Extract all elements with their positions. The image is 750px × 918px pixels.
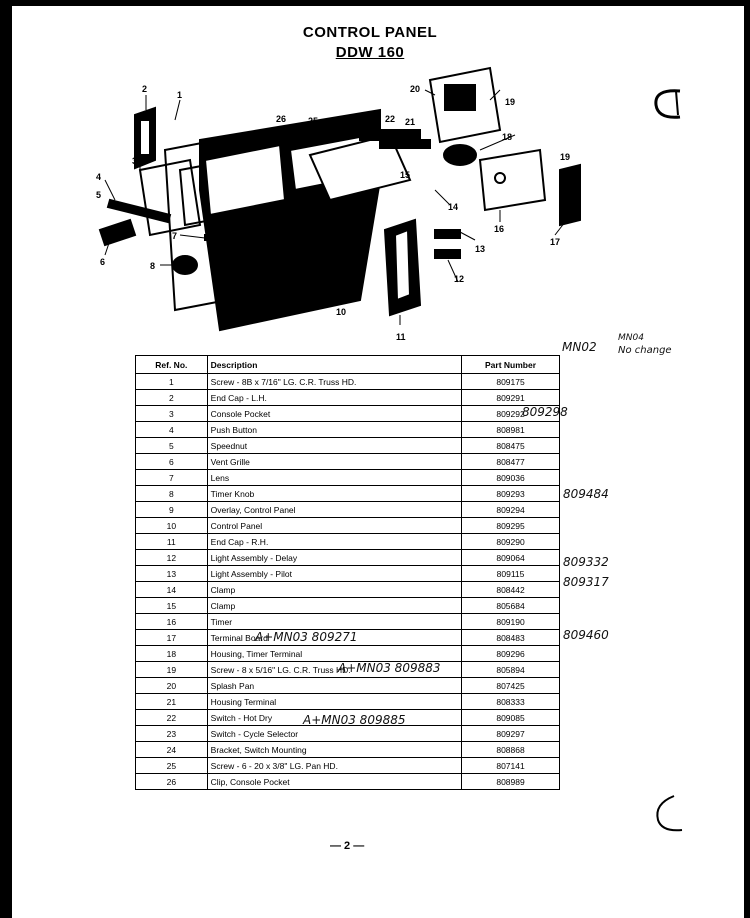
callout-11: 11 <box>396 332 406 342</box>
description-cell: Housing, Timer Terminal <box>207 646 461 662</box>
table-row <box>136 438 560 454</box>
exploded-parts-diagram <box>80 60 640 350</box>
part-number-cell: 808475 <box>462 438 560 454</box>
ref-cell: 24 <box>136 742 208 758</box>
callout-5: 5 <box>96 190 102 200</box>
page-title: CONTROL PANEL <box>302 24 438 41</box>
description-cell: Screw - 8 x 5/16" LG. C.R. Truss HD. <box>207 662 461 678</box>
description-cell: Overlay, Control Panel <box>207 502 461 518</box>
table-row <box>136 758 560 774</box>
ref-cell: 25 <box>136 758 208 774</box>
part-number-cell: 809115 <box>462 566 560 582</box>
description-cell: Clip, Console Pocket <box>207 774 461 790</box>
part-number-cell: 808868 <box>462 742 560 758</box>
ref-cell: 6 <box>136 454 208 470</box>
callout-1: 1 <box>177 90 183 100</box>
callout-16: 16 <box>494 224 505 234</box>
callout-10: 10 <box>336 307 347 317</box>
page-number: — 2 — <box>330 840 365 852</box>
table-row <box>136 550 560 566</box>
table-row <box>136 454 560 470</box>
callout-20: 20 <box>410 84 421 94</box>
description-cell: Screw - 8B x 7/16" LG. C.R. Truss HD. <box>207 374 461 390</box>
table-row <box>136 422 560 438</box>
callout-3: 3 <box>132 156 138 166</box>
description-cell: Clamp <box>207 598 461 614</box>
part-number-cell: 809297 <box>462 726 560 742</box>
description-cell: Control Panel <box>207 518 461 534</box>
handwritten-row16-part: 809460 <box>563 628 609 642</box>
ref-cell: 9 <box>136 502 208 518</box>
ref-cell: 17 <box>136 630 208 646</box>
part-number-cell: 805684 <box>462 598 560 614</box>
description-cell: Clamp <box>207 582 461 598</box>
description-cell: End Cap - R.H. <box>207 534 461 550</box>
table-row <box>136 470 560 486</box>
ref-cell: 14 <box>136 582 208 598</box>
part-number-cell: 809190 <box>462 614 560 630</box>
description-cell: Light Assembly - Delay <box>207 550 461 566</box>
table-row <box>136 518 560 534</box>
scan-border-left <box>0 0 12 918</box>
description-cell: Screw - 6 - 20 x 3/8" LG. Pan HD. <box>207 758 461 774</box>
ref-cell: 12 <box>136 550 208 566</box>
callout-17: 17 <box>550 237 561 247</box>
callout-14: 14 <box>448 202 459 212</box>
ref-cell: 21 <box>136 694 208 710</box>
callout-4: 4 <box>96 172 102 182</box>
description-cell: Lens <box>207 470 461 486</box>
table-row <box>136 742 560 758</box>
ref-cell: 2 <box>136 390 208 406</box>
table-row <box>136 566 560 582</box>
ref-cell: 15 <box>136 598 208 614</box>
table-row <box>136 678 560 694</box>
callout-19: 19 <box>560 152 571 162</box>
table-row <box>136 390 560 406</box>
col-part-number: Part Number <box>462 356 560 374</box>
table-row <box>136 614 560 630</box>
handwritten-row3-part: 809298 <box>522 405 568 419</box>
col-ref-no: Ref. No. <box>136 356 208 374</box>
col-description: Description <box>207 356 461 374</box>
ref-cell: 8 <box>136 486 208 502</box>
table-row <box>136 726 560 742</box>
table-row <box>136 406 560 422</box>
callout-19b: 19 <box>505 97 516 107</box>
callout-22: 22 <box>385 114 396 124</box>
ref-cell: 13 <box>136 566 208 582</box>
table-row <box>136 486 560 502</box>
ref-cell: 20 <box>136 678 208 694</box>
handwritten-row21-inline: A+MN03 809885 <box>303 713 406 727</box>
part-number-cell: 808483 <box>462 630 560 646</box>
part-number-cell: 809290 <box>462 534 560 550</box>
model-number: DDW 160 <box>335 44 405 61</box>
part-number-cell: 808333 <box>462 694 560 710</box>
table-row <box>136 374 560 390</box>
description-cell: Switch - Hot Dry <box>207 710 461 726</box>
table-row <box>136 646 560 662</box>
scan-border-top <box>0 0 750 6</box>
part-number-cell: 809295 <box>462 518 560 534</box>
description-cell: Light Assembly - Pilot <box>207 566 461 582</box>
handwritten-row16-inline: A+MN03 809271 <box>255 630 358 644</box>
ref-cell: 5 <box>136 438 208 454</box>
parts-table-body <box>136 374 560 790</box>
description-cell: Splash Pan <box>207 678 461 694</box>
description-cell: Push Button <box>207 422 461 438</box>
description-cell: Console Pocket <box>207 406 461 422</box>
ref-cell: 3 <box>136 406 208 422</box>
handwritten-note-mn02: MN02 <box>562 340 597 354</box>
part-number-cell: 809064 <box>462 550 560 566</box>
ref-cell: 4 <box>136 422 208 438</box>
part-number-cell: 808442 <box>462 582 560 598</box>
description-cell: End Cap - L.H. <box>207 390 461 406</box>
ref-cell: 19 <box>136 662 208 678</box>
callout-23: 23 <box>362 112 373 122</box>
callout-6: 6 <box>100 257 106 267</box>
description-cell: Bracket, Switch Mounting <box>207 742 461 758</box>
part-number-cell: 809291 <box>462 390 560 406</box>
callout-25: 25 <box>308 116 319 126</box>
handwritten-row13-part: 809317 <box>563 575 609 589</box>
table-row <box>136 502 560 518</box>
handwritten-note-mn04: MN04 <box>618 333 644 343</box>
part-number-cell: 807425 <box>462 678 560 694</box>
description-cell: Speednut <box>207 438 461 454</box>
handwritten-note-no-change: No change <box>618 345 672 356</box>
callout-9: 9 <box>262 290 268 300</box>
callout-7: 7 <box>172 231 178 241</box>
part-number-cell: 809296 <box>462 646 560 662</box>
description-cell: Terminal Board <box>207 630 461 646</box>
part-number-cell: 808981 <box>462 422 560 438</box>
callout-21: 21 <box>405 117 416 127</box>
callout-26: 26 <box>276 114 287 124</box>
part-number-cell: 809294 <box>462 502 560 518</box>
handwritten-bracket-bottom <box>648 790 688 840</box>
table-row <box>136 694 560 710</box>
table-row <box>136 582 560 598</box>
description-cell: Housing Terminal <box>207 694 461 710</box>
ref-cell: 18 <box>136 646 208 662</box>
callout-18: 18 <box>502 132 513 142</box>
callout-13: 13 <box>475 244 486 254</box>
part-number-cell: 809293 <box>462 486 560 502</box>
callout-24: 24 <box>328 118 339 128</box>
handwritten-row8-part: 809484 <box>563 487 609 501</box>
part-number-cell: 809036 <box>462 470 560 486</box>
table-row <box>136 534 560 550</box>
part-number-cell: 809085 <box>462 710 560 726</box>
part-number-cell: 808477 <box>462 454 560 470</box>
callout-15: 15 <box>400 170 411 180</box>
callout-12: 12 <box>454 274 465 284</box>
part-number-cell: 809292 <box>462 406 560 422</box>
description-cell: Timer Knob <box>207 486 461 502</box>
ref-cell: 26 <box>136 774 208 790</box>
callout-2: 2 <box>142 84 148 94</box>
description-cell: Vent Grille <box>207 454 461 470</box>
ref-cell: 23 <box>136 726 208 742</box>
handwritten-bracket-top <box>648 85 688 125</box>
scan-border-right <box>744 0 750 918</box>
ref-cell: 22 <box>136 710 208 726</box>
ref-cell: 11 <box>136 534 208 550</box>
description-cell: Timer <box>207 614 461 630</box>
table-row <box>136 598 560 614</box>
part-number-cell: 808989 <box>462 774 560 790</box>
handwritten-row12-part: 809332 <box>563 555 609 569</box>
ref-cell: 7 <box>136 470 208 486</box>
ref-cell: 16 <box>136 614 208 630</box>
ref-cell: 1 <box>136 374 208 390</box>
callout-8: 8 <box>150 261 156 271</box>
part-number-cell: 805894 <box>462 662 560 678</box>
ref-cell: 10 <box>136 518 208 534</box>
table-header-row <box>136 356 560 374</box>
part-number-cell: 807141 <box>462 758 560 774</box>
handwritten-row18-inline: A+MN03 809883 <box>338 661 441 675</box>
part-number-cell: 809175 <box>462 374 560 390</box>
table-row <box>136 774 560 790</box>
description-cell: Switch - Cycle Selector <box>207 726 461 742</box>
